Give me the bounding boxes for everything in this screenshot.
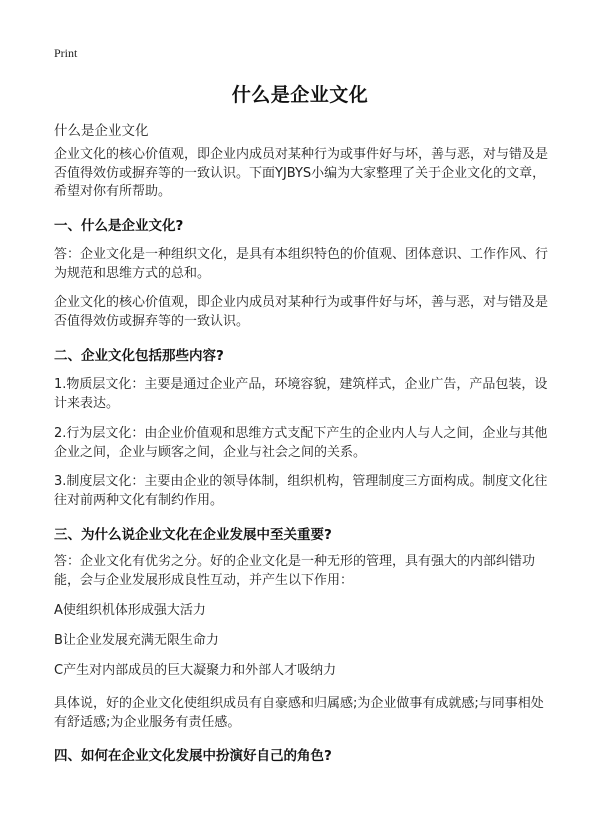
section-1-heading: 一、什么是企业文化?	[54, 218, 184, 234]
section-3-item: C产生对内部成员的巨大凝聚力和外部人才吸纳力	[54, 663, 337, 678]
section-1-paragraph: 企业文化的核心价值观，即企业内成员对某种行为或事件好与坏，善与恶，对与错及是否值得效仿或摒弃等的一致认识。	[54, 295, 549, 329]
section-4-heading: 四、如何在企业文化发展中扮演好自己的角色?	[54, 748, 332, 764]
page-subtitle: 什么是企业文化	[54, 123, 149, 139]
section-3-heading: 三、为什么说企业文化在企业发展中至关重要?	[54, 527, 332, 543]
section-3-paragraph: 具体说，好的企业文化使组织成员有自豪感和归属感;为企业做事有成就感;与同事相处有舒适感;为企业服务有责任感。	[54, 696, 544, 730]
page-title: 什么是企业文化	[231, 84, 369, 106]
section-2-item: 2.行为层文化：由企业价值观和思维方式支配下产生的企业内人与人之间，企业与其他企业之间，企业与顾客之间，企业与社会之间的关系。	[54, 426, 548, 460]
section-1-paragraph: 答：企业文化是一种组织文化，是具有本组织特色的价值观、团体意识、工作作风、行为规范和思维方式的总和。	[54, 247, 549, 281]
section-3-item: A使组织机体形成强大活力	[54, 603, 206, 618]
print-link[interactable]: Print	[54, 46, 78, 60]
section-2-item: 1.物质层文化：主要是通过企业产品，环境容貌，建筑样式，企业广告，产品包装，设计来表达。	[54, 377, 548, 411]
section-2-item: 3.制度层文化：主要由企业的领导体制，组织机构，管理制度三方面构成。制度文化往往对前两种文化有制约作用。	[54, 474, 548, 508]
section-3-item: B让企业发展充满无限生命力	[54, 633, 219, 648]
intro-paragraph: 企业文化的核心价值观，即企业内成员对某种行为或事件好与坏，善与恶，对与错及是否值得效仿或摒弃等的一致认识。下面YJBYS小编为大家整理了关于企业文化的文章，希望对你有所帮助。	[54, 147, 549, 199]
section-3-paragraph: 答：企业文化有优劣之分。好的企业文化是一种无形的管理，具有强大的内部纠错功能，会与企业发展形成良性互动，并产生以下作用：	[54, 554, 536, 588]
section-2-heading: 二、企业文化包括那些内容?	[54, 348, 224, 364]
